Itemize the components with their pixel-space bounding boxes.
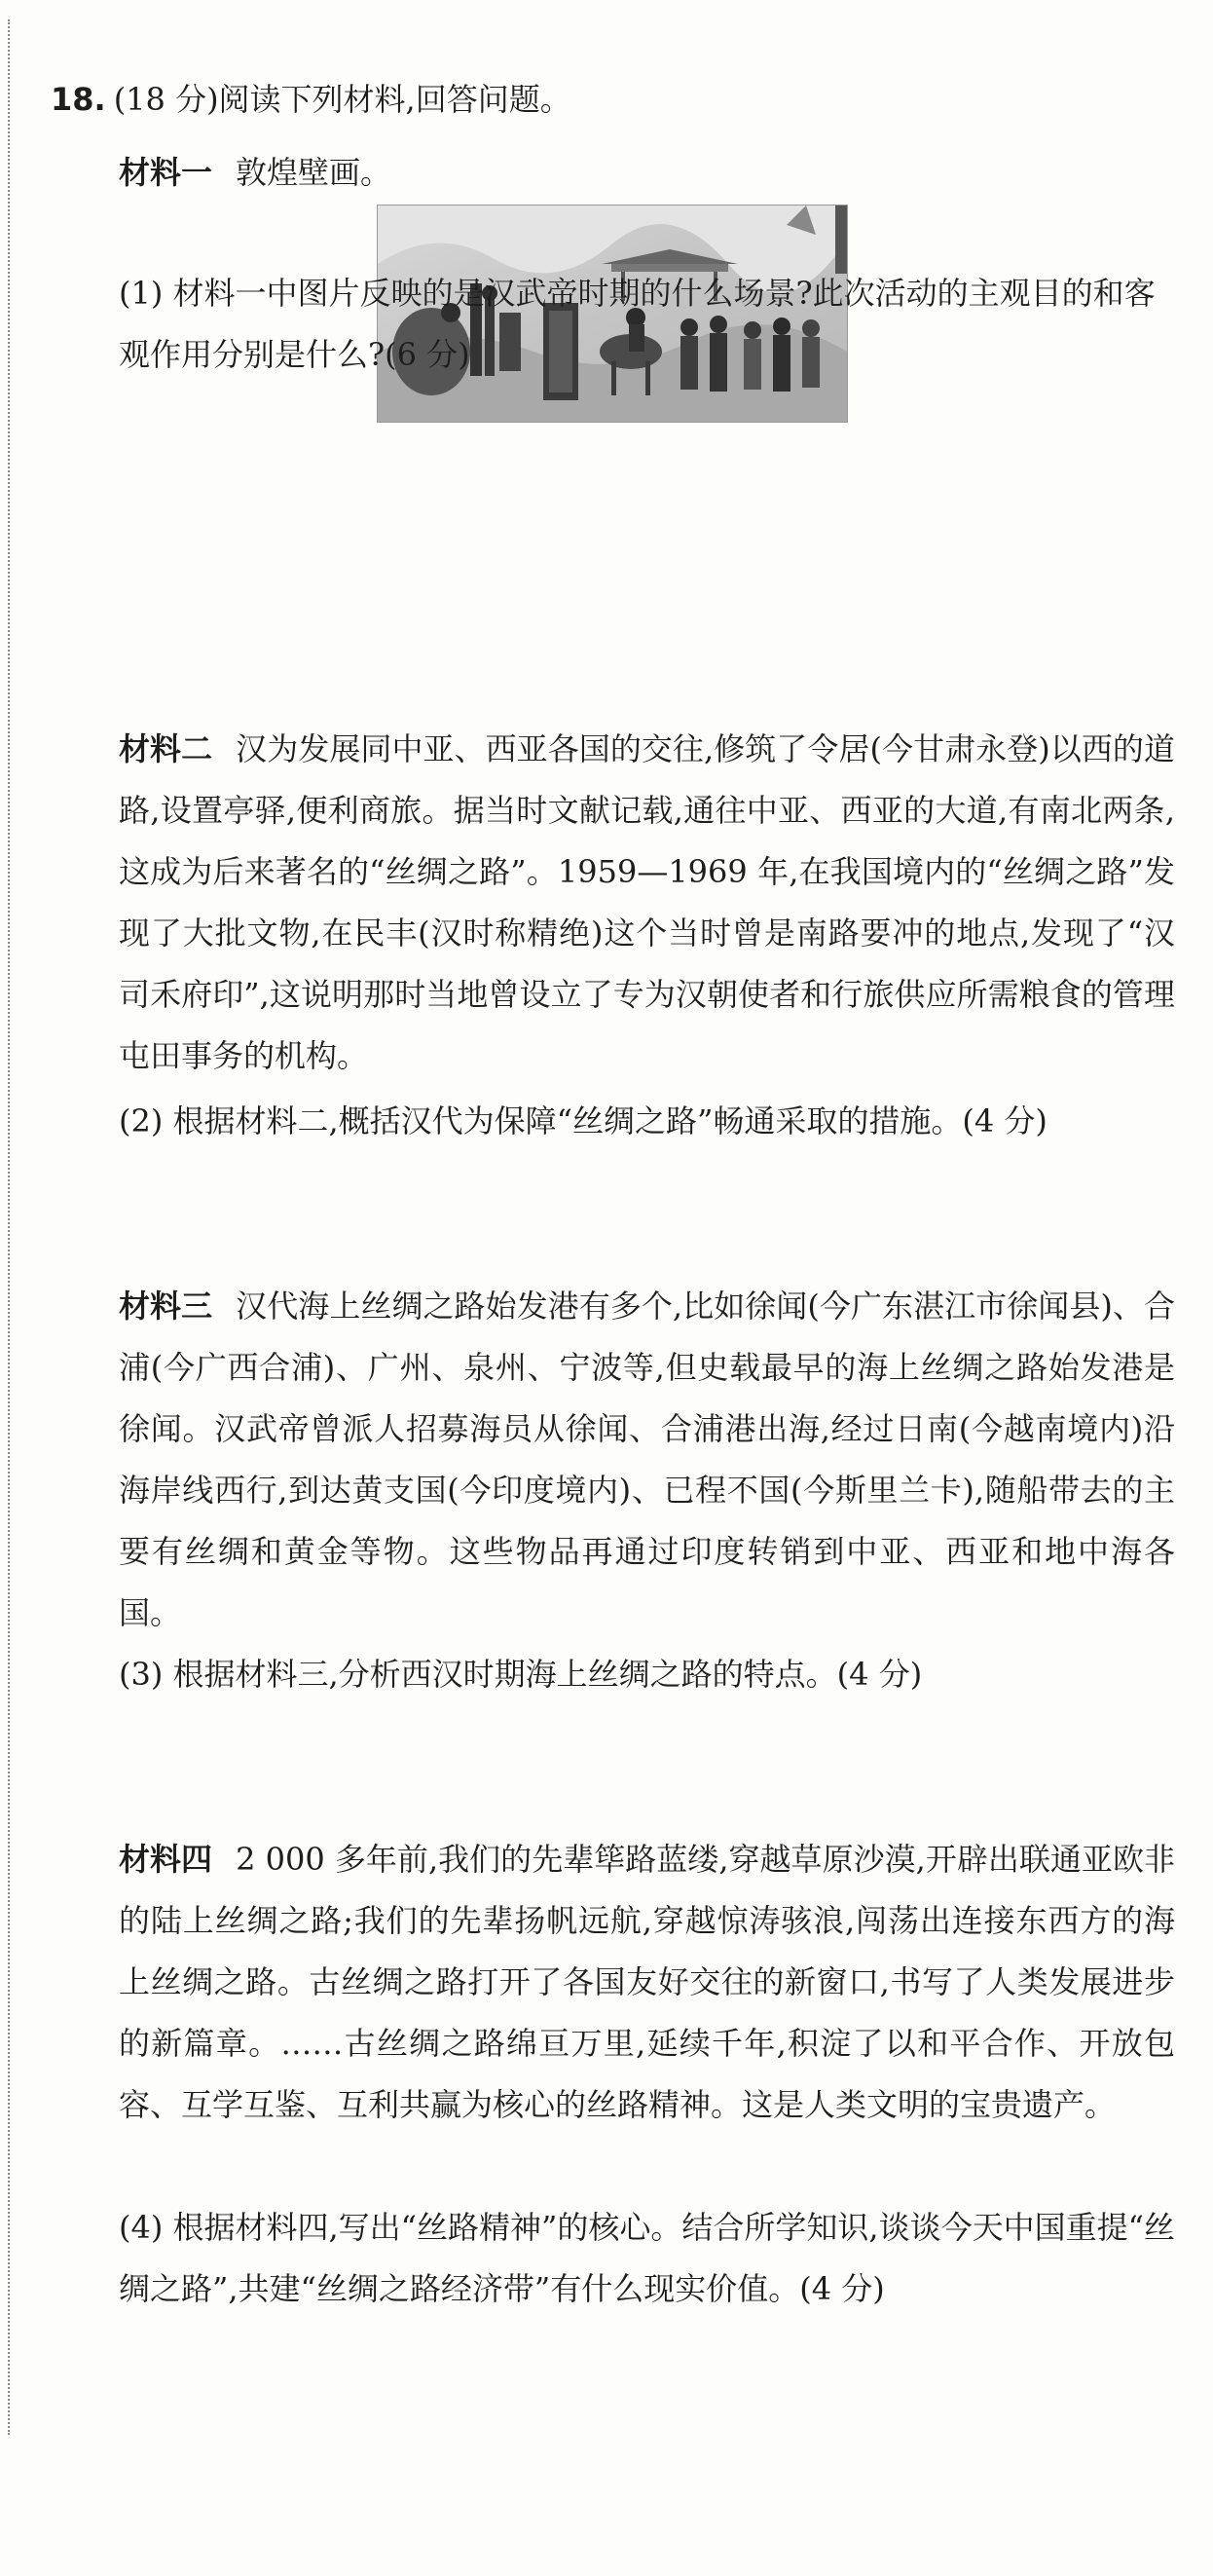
sub-question-2: (2) 根据材料二,概括汉代为保障“丝绸之路”畅通采取的措施。(4 分) xyxy=(119,1102,1048,1139)
material-3 xyxy=(119,1276,1175,1644)
sub-question-1: (1) 材料一中图片反映的是汉武帝时期的什么场景?此次活动的主观目的和客观作用分别是什么?(6 分) xyxy=(119,275,1156,373)
material-3-text: 汉代海上丝绸之路始发港有多个,比如徐闻(今广东湛江市徐闻县)、合浦(今广西合浦)、广州、泉州、宁波等,但史载最早的海上丝绸之路始发港是徐闻。汉武帝曾派人招募海员从徐闻、合浦港出海,经过日南(今越南境内)沿海岸线西行,到达黄支国(今印度境内)、已程不国(今斯里兰卡),随船带去的主要有丝绸和黄金等物。这些物品再通过印度转销到中亚、西亚和地中海各国。 xyxy=(119,1288,1175,1631)
margin-dotted-line xyxy=(8,19,10,2435)
material-2 xyxy=(119,719,1175,1087)
sub-question-3: (3) 根据材料三,分析西汉时期海上丝绸之路的特点。(4 分) xyxy=(119,1656,923,1693)
material-2-label: 材料二 xyxy=(119,730,213,767)
material-4-text: 2 000 多年前,我们的先辈筚路蓝缕,穿越草原沙漠,开辟出联通亚欧非的陆上丝绸之路;我们的先辈扬帆远航,穿越惊涛骇浪,闯荡出连接东西方的海上丝绸之路。古丝绸之路打开了各国友好交往的新窗口,书写了人类发展进步的新篇章。……古丝绸之路绵亘万里,延续千年,积淀了以和平合作、开放包容、互学互鉴、互利共赢为核心的丝路精神。这是人类文明的宝贵遗产。 xyxy=(119,1841,1175,2123)
material-1-label: 材料一 xyxy=(119,154,213,191)
question-number: 18. xyxy=(51,81,106,118)
material-3-label: 材料三 xyxy=(119,1288,213,1325)
material-4-label: 材料四 xyxy=(119,1841,213,1878)
material-4 xyxy=(119,1829,1175,2136)
material-1 xyxy=(119,142,1175,204)
material-1-text: 敦煌壁画。 xyxy=(236,154,392,191)
material-2-text: 汉为发展同中亚、西亚各国的交往,修筑了令居(今甘肃永登)以西的道路,设置亭驿,便利商旅。据当时文献记载,通往中亚、西亚的大道,有南北两条,这成为后来著名的“丝绸之路”。1959—1969 年,在我国境内的“丝绸之路”发现了大批文物,在民丰(汉时称精绝)这个当时曾是南路要冲的地点,发现了“汉司禾府印”,这说明那时当地曾设立了专为汉朝使者和行旅供应所需粮食的管理屯田事务的机构。 xyxy=(119,730,1175,1074)
sub-question-4: (4) 根据材料四,写出“丝路精神”的核心。结合所学知识,谈谈今天中国重提“丝绸之路”,共建“丝绸之路经济带”有什么现实价值。(4 分) xyxy=(119,2209,1175,2307)
question-header xyxy=(51,78,571,121)
question-intro: (18 分)阅读下列材料,回答问题。 xyxy=(113,81,571,118)
